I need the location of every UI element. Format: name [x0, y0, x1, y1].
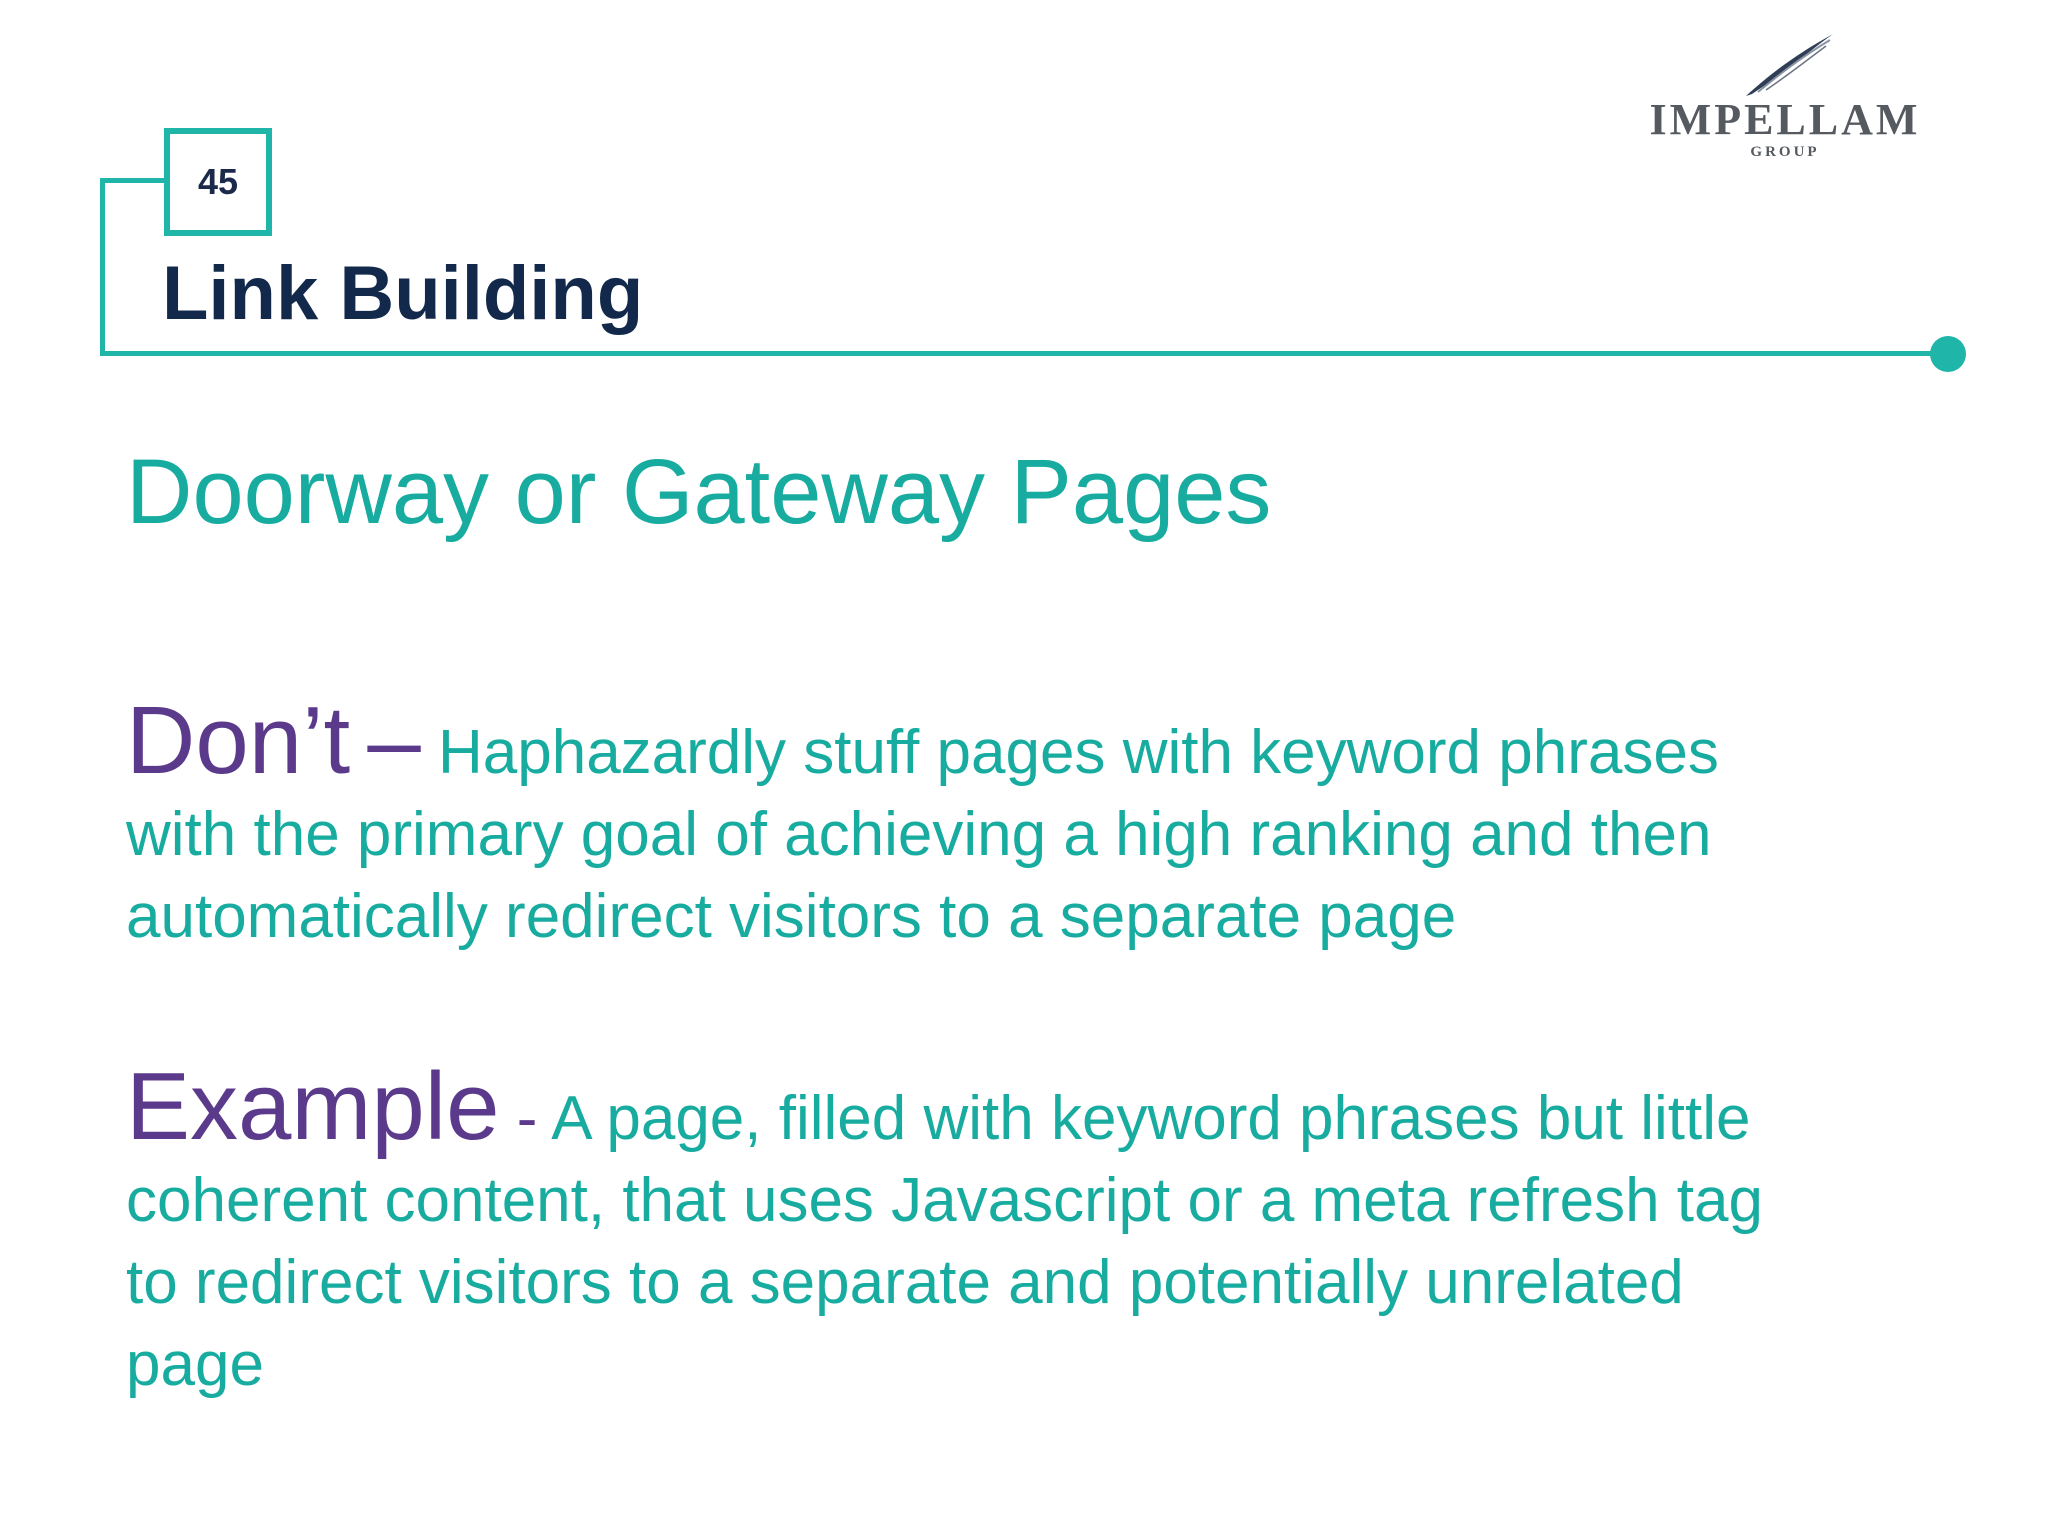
example-lead: Example	[126, 1053, 500, 1160]
page-number: 45	[197, 161, 239, 202]
example-text-line-3: to redirect visitors to a separate and potentially unrelated	[126, 1248, 1684, 1317]
header-divider-dot	[1930, 336, 1966, 372]
dont-text-line-2: with the primary goal of achieving a high ranking and then	[126, 800, 1712, 869]
page-number-box	[164, 128, 272, 236]
header-divider-line	[100, 351, 1948, 356]
section-title: Link Building	[162, 251, 644, 336]
example-paragraph	[126, 1053, 1926, 1406]
dont-first-line	[126, 687, 1926, 794]
example-text-line-4: page	[126, 1330, 264, 1399]
dont-paragraph	[126, 687, 1926, 958]
dont-text-line-1: Haphazardly stuff pages with keyword phrases	[437, 718, 1719, 787]
company-logo	[1620, 30, 1950, 170]
example-separator: -	[516, 1084, 538, 1153]
logo-subtitle: GROUP	[1750, 144, 1820, 160]
logo-wordmark: IMPELLAM	[1649, 95, 1921, 144]
feather-icon	[1738, 30, 1838, 100]
header-frame-top	[100, 178, 168, 183]
header-frame-vertical	[100, 178, 105, 356]
dont-text-line-3: automatically redirect visitors to a separate page	[126, 882, 1457, 951]
example-first-line	[126, 1053, 1926, 1160]
example-text-line-1: A page, filled with keyword phrases but little	[551, 1084, 1751, 1153]
dont-separator: –	[367, 687, 421, 794]
dont-lead: Don’t	[126, 687, 351, 794]
slide-heading: Doorway or Gateway Pages	[126, 441, 1272, 543]
example-text-line-2: coherent content, that uses Javascript or a meta refresh tag	[126, 1166, 1763, 1235]
